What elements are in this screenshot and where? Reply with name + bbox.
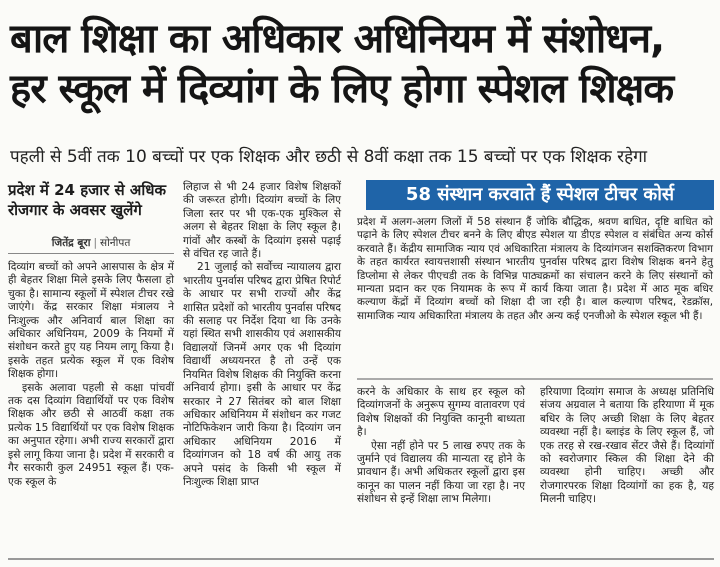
box-heading: 58 संस्थान करवाते हैं स्पेशल टीचर कोर्स (366, 180, 714, 210)
paragraph: दिव्यांग बच्चों को अपने आसपास के क्षेत्र में ही बेहतर शिक्षा मिले इसके लिए फैसला हो चुका है। सामान्य स्कूलों में स्पेशल टीचर रखे जाएंगे। केंद्र सरकार शिक्षा मंत्रालय ने निःशुल्क और अनिवार्य बाल शिक्षा का अधिकार अधिनियम, 2009 के नियमों में संशोधन करते हुए यह नियम लागू किया है। इसके तहत प्रत्येक स्कूल में एक विशेष शिक्षक होगा। (8, 261, 174, 381)
headline-line-2: हर स्कूल में दिव्यांग के लिए होगा स्पेशल शिक्षक (10, 66, 674, 112)
subheadline: पहली से 5वीं तक 10 बच्चों पर एक शिक्षक और छठी से 8वीं कक्षा तक 15 बच्चों पर एक शिक्षक रहेगा (10, 147, 648, 167)
divider (8, 558, 714, 560)
column4-body (540, 386, 714, 507)
column3-body (357, 386, 525, 507)
byline-separator: | (93, 237, 97, 249)
paragraph: इसके अलावा पहली से कक्षा पांचवीं तक दस दिव्यांग विद्यार्थियों पर एक विशेष शिक्षक और छठी से आठवीं कक्षा तक प्रत्येक 15 विद्यार्थियों पर एक विशेष शिक्षक का अनुपात रहेगा। अभी राज्य सरकारों द्वारा इसे लागू किया जाना है। प्रदेश में सरकारी व गैर सरकारी कुल 24951 स्कूल हैं। एक-एक स्कूल के (8, 381, 174, 488)
column2-body (183, 181, 341, 489)
column1-body (8, 261, 174, 489)
divider (8, 253, 174, 254)
headline-line-1: बाल शिक्षा का अधिकार अधिनियम में संशोधन, (10, 16, 665, 62)
box-body (357, 216, 713, 323)
byline (8, 236, 174, 250)
paragraph: हरियाणा दिव्यांग समाज के अध्यक्ष प्रतिनिधि संजय अग्रवाल ने बताया कि हरियाणा में मूक बधिर के लिए अच्छी शिक्षा के लिए बेहतर व्यवस्था नहीं है। ब्लाइंड के लिए स्कूल हैं, जो एक तरह से रख-रखाव सेंटर जैसे हैं। दिव्यांगों को स्वरोजगार स्किल की शिक्षा देने की व्यवस्था होनी चाहिए। अच्छी और रोजगारपरक शिक्षा दिव्यांगों का हक है, यह मिलनी चाहिए। (540, 386, 714, 506)
column1-heading: प्रदेश में 24 हजार से अधिक रोजगार के अवसर खुलेंगे (8, 181, 167, 219)
paragraph: लिहाज से भी 24 हजार विशेष शिक्षकों की जरूरत होगी। दिव्यांग बच्चों के लिए जिला स्तर पर भी एक-एक मुश्किल से अलग से बेहतर शिक्षा के लिए स्कूल है। गांवों और कस्बों के दिव्यांग इससे पढ़ाई से वंचित रह जाते हैं। (183, 181, 341, 261)
paragraph: ऐसा नहीं होने पर 5 लाख रुपए तक के जुर्माने एवं विद्यालय की मान्यता रद्द होने के प्रावधान हैं। अभी अधिकतर स्कूलों द्वारा इस कानून का पालन नहीं किया जा रहा है। नए संशोधन से इन्हें शिक्षा लाभ मिलेगा। (357, 439, 525, 506)
dateline-location: सोनीपत (99, 237, 131, 249)
divider (357, 378, 713, 380)
author-name: जितेंद्र बूरा (51, 237, 91, 249)
paragraph: 21 जुलाई को सर्वोच्च न्यायालय द्वारा भारतीय पुनर्वास परिषद द्वारा प्रेषित रिपोर्ट के आधार पर सभी राज्यों और केंद्र शासित प्रदेशों को भारतीय पुनर्वास परिषद की सलाह पर निर्देश दिया था कि उनके यहां स्थित सभी शासकीय एवं अशासकीय विद्यालयों जिनमें अगर एक भी दिव्यांग विद्यार्थी अध्ययनरत है तो उन्हें एक नियमित विशेष शिक्षक की नियुक्ति करना अनिवार्य होगा। इसी के आधार पर केंद्र सरकार ने 27 सितंबर को बाल शिक्षा अधिकार अधिनियम में संशोधन कर गजट नोटिफिकेशन जारी किया है। दिव्यांग जन अधिकार अधिनियम 2016 में दिव्यांगजन को 18 वर्ष की आयु तक अपने पसंद के किसी भी स्कूल में निःशुल्क शिक्षा प्राप्त (183, 261, 341, 488)
paragraph: करने के अधिकार के साथ हर स्कूल को दिव्यांगजनों के अनुरूप सुगम्य वातावरण एवं विशेष शिक्षकों की नियुक्ति कानूनी बाध्यता है। (357, 386, 525, 439)
paragraph: प्रदेश में अलग-अलग जिलों में 58 संस्थान हैं जोकि बौद्धिक, श्रवण बाधित, दृष्टि बाधित को पढ़ाने के लिए स्पेशल टीचर बनने के लिए बीएड स्पेशल या डीएड स्पेशल व संबंधित अन्य कोर्स करवाते हैं। केंद्रीय सामाजिक न्याय एवं अधिकारिता मंत्रालय के दिव्यांगजन सशक्तिकरण विभाग के तहत कार्यरत स्वायत्तशासी संस्थान भारतीय पुनर्वास परिषद द्वारा विशेष शिक्षक बनने हेतु डिप्लोमा से लेकर पीएचडी तक के विभिन्न पाठ्यक्रमों का संचालन करने के लिए संस्थानों को मान्यता प्रदान कर एक नियामक के रूप में कार्य किया जाता है। प्रदेश में आठ मूक बधिर कल्याण केंद्रों में दिव्यांग बच्चों को शिक्षा दी जा रही है। बाल कल्याण परिषद, रेडक्रॉस, सामाजिक न्याय अधिकारिता मंत्रालय के तहत और अन्य कई एनजीओ के स्पेशल स्कूल भी हैं। (357, 216, 713, 322)
